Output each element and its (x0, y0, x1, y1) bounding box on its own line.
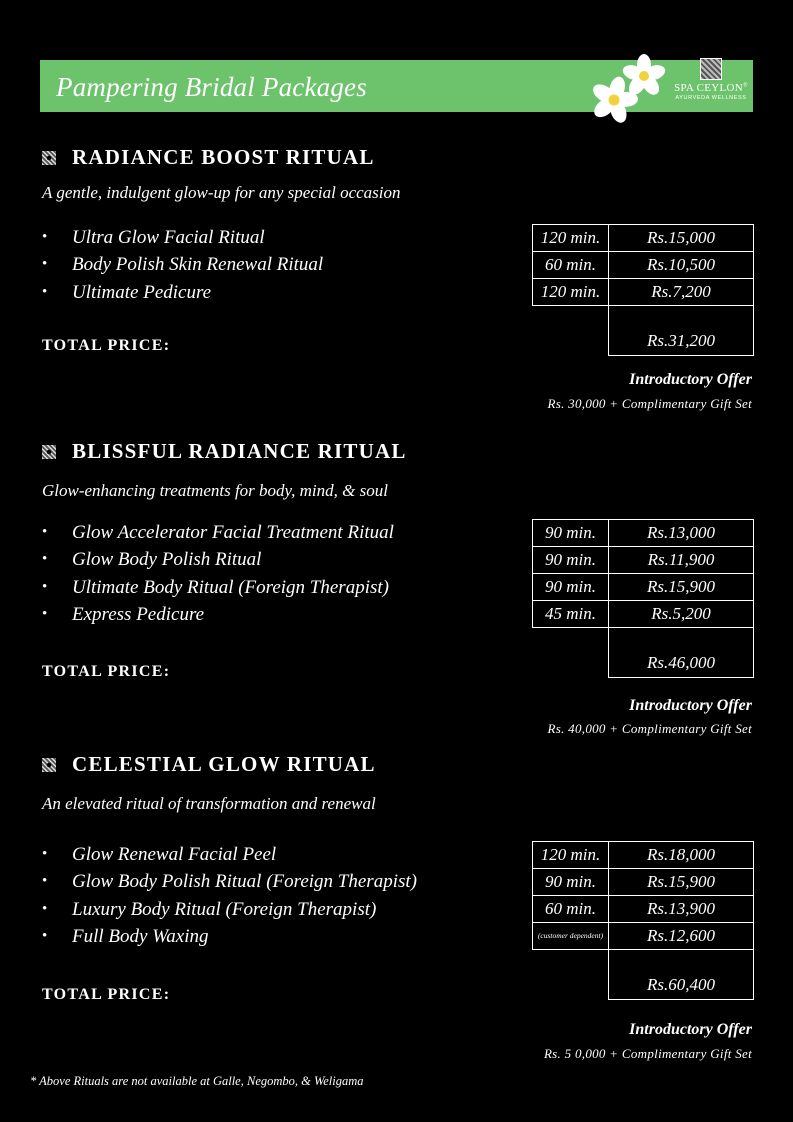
price-cell: Rs.18,000 (609, 842, 754, 869)
price-cell: Rs.11,900 (609, 547, 754, 574)
total-price-label: TOTAL PRICE: (42, 663, 171, 680)
table-row (533, 869, 754, 896)
list-item: • Ultimate Body Ritual (Foreign Therapist) (42, 576, 389, 598)
list-item: • Ultimate Pedicure (42, 281, 212, 303)
treatment-list (42, 841, 417, 950)
price-table (532, 519, 754, 678)
list-item: • Glow Renewal Facial Peel (42, 844, 277, 865)
section-subtitle: An elevated ritual of transformation and renewal (42, 794, 376, 813)
section-bullet-icon (42, 758, 56, 772)
total-row (533, 628, 754, 678)
logo-emblem-icon (700, 58, 722, 80)
section-subtitle: Glow-enhancing treatments for body, mind, & soul (42, 481, 388, 500)
price-cell: Rs.15,000 (609, 225, 754, 252)
section-bullet-icon (42, 445, 56, 459)
price-cell: Rs.12,600 (609, 923, 754, 950)
footnote: * Above Rituals are not available at Galle, Negombo, & Weligama (30, 1074, 364, 1088)
price-cell: Rs.7,200 (609, 279, 754, 306)
duration-cell: 120 min. (533, 225, 609, 252)
offer-text: Rs. 40,000 + Complimentary Gift Set (547, 721, 752, 736)
price-cell: Rs.13,900 (609, 896, 754, 923)
duration-cell: 120 min. (533, 279, 609, 306)
duration-cell: 90 min. (533, 574, 609, 601)
total-price-cell: Rs.46,000 (609, 628, 754, 678)
section-bullet-icon (42, 151, 56, 165)
price-table (532, 224, 754, 356)
price-table (532, 841, 754, 1000)
offer-text: Rs. 30,000 + Complimentary Gift Set (547, 396, 752, 411)
total-price-cell: Rs.31,200 (609, 306, 754, 356)
price-cell: Rs.13,000 (609, 520, 754, 547)
list-item: • Body Polish Skin Renewal Ritual (42, 254, 324, 276)
table-row (533, 279, 754, 306)
table-row (533, 601, 754, 628)
offer-title: Introductory Offer (629, 371, 752, 388)
section-title: CELESTIAL GLOW RITUAL (42, 752, 376, 777)
price-cell: Rs.5,200 (609, 601, 754, 628)
duration-cell: 60 min. (533, 252, 609, 279)
offer-title: Introductory Offer (629, 1021, 752, 1038)
offer-text: Rs. 5 0,000 + Complimentary Gift Set (543, 1046, 752, 1061)
list-item: • Express Pedicure (42, 603, 205, 625)
spa-ceylon-logo (669, 58, 753, 114)
duration-cell: 90 min. (533, 520, 609, 547)
table-row (533, 225, 754, 252)
logo-brand-name: SPA CEYLON® (674, 82, 748, 94)
total-price-label: TOTAL PRICE: (42, 986, 171, 1003)
table-row (533, 574, 754, 601)
list-item: • Full Body Waxing (42, 925, 209, 947)
table-row (533, 842, 754, 869)
treatment-list (42, 224, 323, 306)
list-item: • Glow Accelerator Facial Treatment Ritual (42, 522, 394, 543)
total-price-label: TOTAL PRICE: (42, 337, 171, 354)
treatment-list (42, 519, 394, 628)
table-row (533, 547, 754, 574)
list-item: • Glow Body Polish Ritual (42, 549, 262, 571)
table-row (533, 252, 754, 279)
total-row (533, 950, 754, 1000)
duration-cell: 45 min. (533, 601, 609, 628)
list-item: • Luxury Body Ritual (Foreign Therapist) (42, 898, 377, 920)
offer-title: Introductory Offer (629, 697, 752, 714)
section-subtitle: A gentle, indulgent glow-up for any special occasion (42, 183, 401, 202)
duration-cell: 90 min. (533, 869, 609, 896)
duration-cell: 90 min. (533, 547, 609, 574)
duration-cell: (customer dependent) (533, 923, 609, 950)
list-item: • Ultra Glow Facial Ritual (42, 227, 265, 248)
price-cell: Rs.15,900 (609, 869, 754, 896)
section-title: BLISSFUL RADIANCE RITUAL (42, 439, 407, 464)
duration-cell: 60 min. (533, 896, 609, 923)
logo-brand-subtitle: AYURVEDA WELLNESS (675, 95, 747, 101)
total-price-cell: Rs.60,400 (609, 950, 754, 1000)
table-row (533, 923, 754, 950)
frangipani-flowers-icon (586, 52, 672, 126)
table-row (533, 896, 754, 923)
price-cell: Rs.15,900 (609, 574, 754, 601)
section-title: RADIANCE BOOST RITUAL (42, 145, 375, 170)
price-cell: Rs.10,500 (609, 252, 754, 279)
list-item: • Glow Body Polish Ritual (Foreign Therapist) (42, 871, 417, 893)
table-row (533, 520, 754, 547)
page-title: Pampering Bridal Packages (56, 72, 367, 102)
duration-cell: 120 min. (533, 842, 609, 869)
total-row (533, 306, 754, 356)
